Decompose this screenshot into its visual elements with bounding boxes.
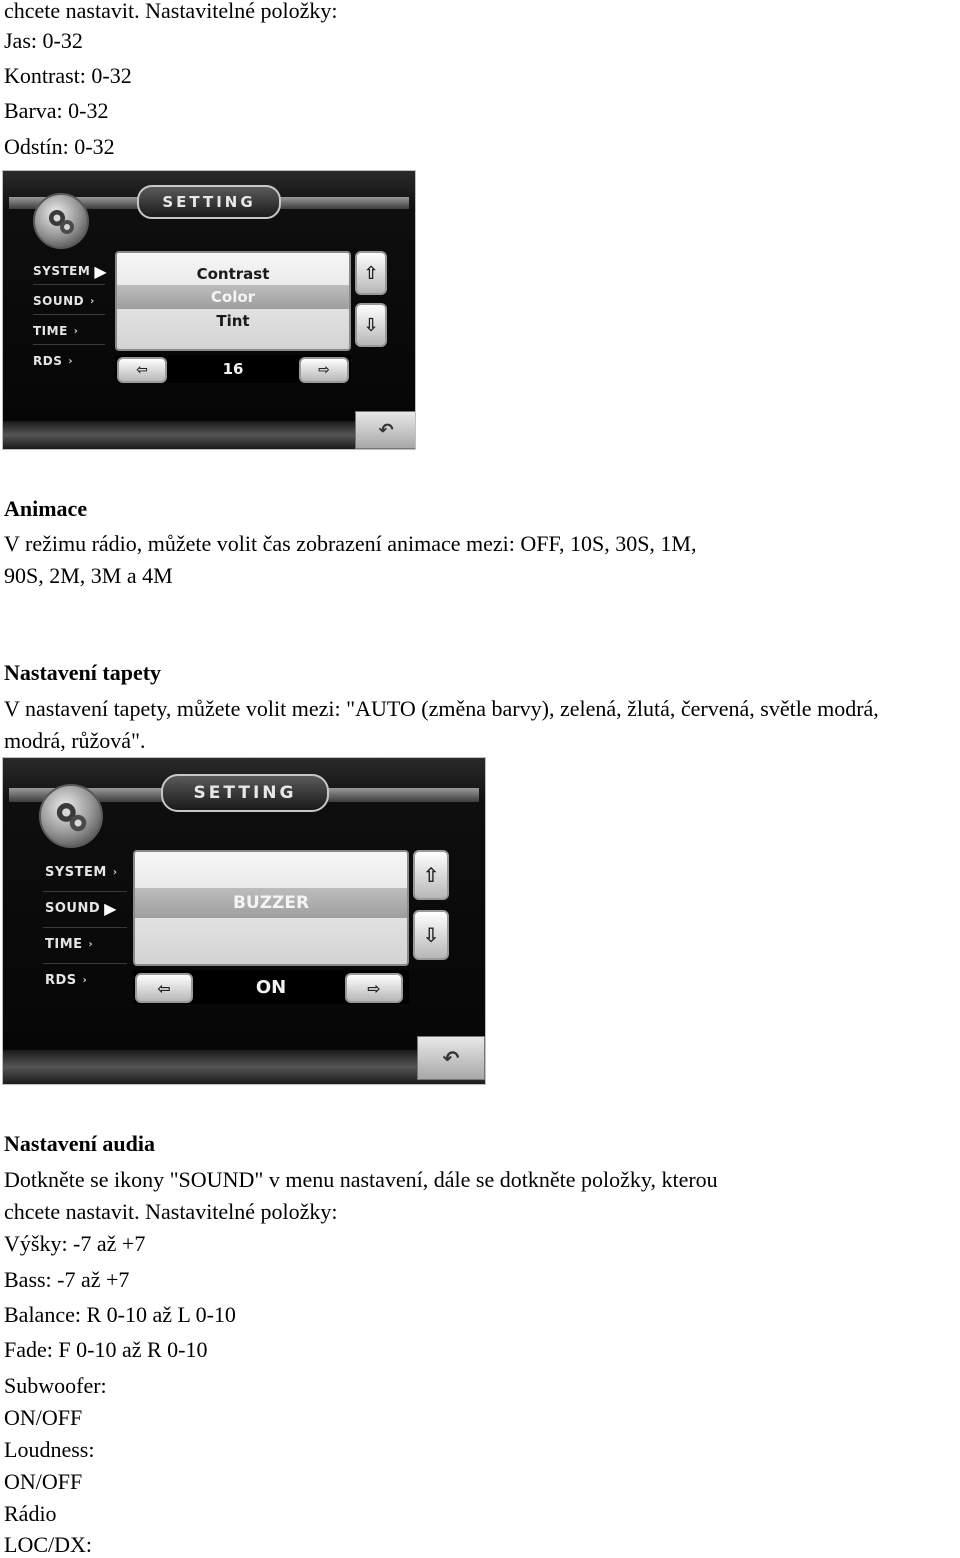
return-icon[interactable]: ↶	[355, 411, 416, 449]
setting-item-color: Barva: 0-32	[4, 98, 109, 123]
sidebar-item-time[interactable]: TIME ›	[45, 936, 94, 952]
intro-line: chcete nastavit. Nastavitelné položky:	[4, 0, 338, 23]
settings-gear-icon[interactable]	[33, 193, 89, 249]
arrow-right-icon[interactable]: ⇨	[299, 357, 349, 383]
audio-item-balance: Balance: R 0-10 až L 0-10	[4, 1302, 236, 1327]
setting-item-brightness: Jas: 0-32	[4, 28, 83, 53]
audio-item-bass: Bass: -7 až +7	[4, 1267, 130, 1292]
sidebar-item-sound[interactable]: SOUND ▶	[45, 898, 117, 918]
section-heading-animation: Animace	[4, 496, 88, 521]
sidebar-item-system[interactable]: SYSTEM ›	[45, 864, 118, 880]
animation-text-line-2: 90S, 2M, 3M a 4M	[4, 563, 173, 588]
return-icon[interactable]: ↶	[417, 1036, 485, 1080]
arrow-down-icon[interactable]: ⇩	[413, 910, 449, 960]
sidebar-item-rds[interactable]: RDS ›	[45, 972, 88, 988]
list-item-buzzer[interactable]: BUZZER	[135, 888, 407, 918]
sidebar-item-sound[interactable]: SOUND ›	[33, 294, 95, 308]
list-item-tint[interactable]: Tint	[216, 312, 250, 330]
audio-item-treble: Výšky: -7 až +7	[4, 1231, 146, 1256]
audio-item-loudness: Loudness:	[4, 1437, 95, 1462]
screen-title: SETTING	[161, 774, 329, 812]
arrow-up-icon[interactable]: ⇧	[355, 251, 387, 295]
arrow-down-icon[interactable]: ⇩	[355, 303, 387, 347]
section-heading-audio: Nastavení audia	[4, 1131, 155, 1156]
audio-item-radio: Rádio	[4, 1501, 57, 1526]
list-item-contrast[interactable]: Contrast	[196, 265, 270, 283]
value-display: ON	[133, 970, 409, 1004]
setting-screen-picture	[2, 170, 416, 450]
sidebar-item-rds[interactable]: RDS ›	[33, 354, 73, 368]
setting-item-contrast: Kontrast: 0-32	[4, 63, 132, 88]
arrow-left-icon[interactable]: ⇦	[135, 973, 193, 1003]
arrow-right-icon[interactable]: ⇨	[345, 973, 403, 1003]
audio-item-loc-dx: LOC/DX:	[4, 1532, 92, 1557]
setting-screen-sound	[2, 757, 486, 1085]
audio-text-line-2: chcete nastavit. Nastavitelné položky:	[4, 1199, 338, 1224]
audio-item-fade: Fade: F 0-10 až R 0-10	[4, 1337, 208, 1362]
animation-text-line-1: V režimu rádio, můžete volit čas zobrazení animace mezi: OFF, 10S, 30S, 1M,	[4, 531, 697, 556]
screen-title: SETTING	[137, 185, 281, 219]
audio-item-loudness-value: ON/OFF	[4, 1469, 83, 1494]
audio-item-subwoofer: Subwoofer:	[4, 1373, 107, 1398]
arrow-up-icon[interactable]: ⇧	[413, 850, 449, 900]
list-item-color[interactable]: Color	[117, 285, 349, 309]
arrow-left-icon[interactable]: ⇦	[117, 357, 167, 383]
settings-gear-icon[interactable]	[39, 784, 103, 848]
sidebar-item-time[interactable]: TIME ›	[33, 324, 79, 338]
audio-item-subwoofer-value: ON/OFF	[4, 1405, 83, 1430]
audio-text-line-1: Dotkněte se ikony "SOUND" v menu nastavení, dále se dotkněte položky, kterou	[4, 1167, 718, 1192]
section-heading-wallpaper: Nastavení tapety	[4, 660, 162, 685]
settings-list	[115, 251, 351, 351]
wallpaper-text-line-1: V nastavení tapety, můžete volit mezi: "AUTO (změna barvy), zelená, žlutá, červená, světle modrá,	[4, 696, 879, 721]
sidebar-item-system[interactable]: SYSTEM ▶	[33, 261, 108, 281]
value-display: 16	[115, 355, 351, 383]
settings-list	[133, 850, 409, 966]
wallpaper-text-line-2: modrá, růžová".	[4, 728, 146, 753]
setting-item-tint: Odstín: 0-32	[4, 134, 115, 159]
